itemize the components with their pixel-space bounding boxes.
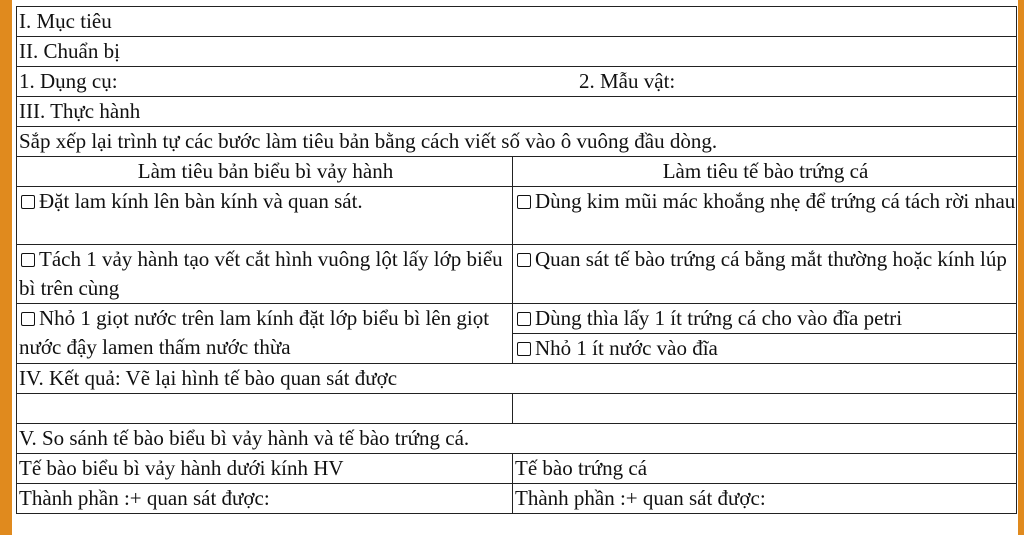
section-chuan-bi: II. Chuẩn bị	[17, 37, 1017, 67]
step-number-box[interactable]	[517, 253, 531, 267]
step-number-box[interactable]	[21, 253, 35, 267]
section-thuc-hanh: III. Thực hành	[17, 97, 1017, 127]
step-number-box[interactable]	[21, 195, 35, 209]
onion-step-3: Nhỏ 1 giọt nước trên lam kính đặt lớp biểu bì lên giọt nước đậy lamen thấm nước thừa	[17, 304, 513, 364]
fish-cell-title: Tế bào trứng cá	[513, 454, 1017, 484]
tools-label: 1. Dụng cụ:	[19, 69, 118, 93]
fish-egg-column-header: Làm tiêu tế bào trứng cá	[513, 157, 1017, 187]
worksheet-page	[12, 0, 1018, 535]
section-so-sanh: V. So sánh tế bào biểu bì vảy hành và tế bào trứng cá.	[17, 424, 1017, 454]
fish-step-4: Nhỏ 1 ít nước vào đĩa	[513, 334, 1017, 364]
onion-drawing-cell[interactable]	[17, 394, 513, 424]
onion-column-header: Làm tiêu bản biểu bì vảy hành	[17, 157, 513, 187]
step-number-box[interactable]	[517, 342, 531, 356]
practice-report-table	[16, 6, 1017, 514]
step-number-box[interactable]	[517, 195, 531, 209]
section-ket-qua: IV. Kết quả: Vẽ lại hình tế bào quan sát được	[17, 364, 1017, 394]
instruction-text: Sắp xếp lại trình tự các bước làm tiêu bản bằng cách viết số vào ô vuông đầu dòng.	[17, 127, 1017, 157]
samples-label: 2. Mẫu vật:	[579, 69, 676, 93]
onion-cell-title: Tế bào biểu bì vảy hành dưới kính HV	[17, 454, 513, 484]
step-number-box[interactable]	[517, 312, 531, 326]
fish-parts-label: Thành phần :+ quan sát được:	[513, 484, 1017, 514]
section-muc-tieu: I. Mục tiêu	[17, 7, 1017, 37]
tools-and-samples-row	[17, 67, 1017, 97]
fish-step-2: Quan sát tế bào trứng cá bằng mắt thường hoặc kính lúp	[513, 245, 1017, 304]
step-number-box[interactable]	[21, 312, 35, 326]
fish-step-1: Dùng kim mũi mác khoắng nhẹ để trứng cá tách rời nhau	[513, 187, 1017, 245]
onion-step-1: Đặt lam kính lên bàn kính và quan sát.	[17, 187, 513, 245]
onion-step-2: Tách 1 vảy hành tạo vết cắt hình vuông lột lấy lớp biểu bì trên cùng	[17, 245, 513, 304]
fish-drawing-cell[interactable]	[513, 394, 1017, 424]
onion-parts-label: Thành phần :+ quan sát được:	[17, 484, 513, 514]
fish-step-3: Dùng thìa lấy 1 ít trứng cá cho vào đĩa petri	[513, 304, 1017, 334]
